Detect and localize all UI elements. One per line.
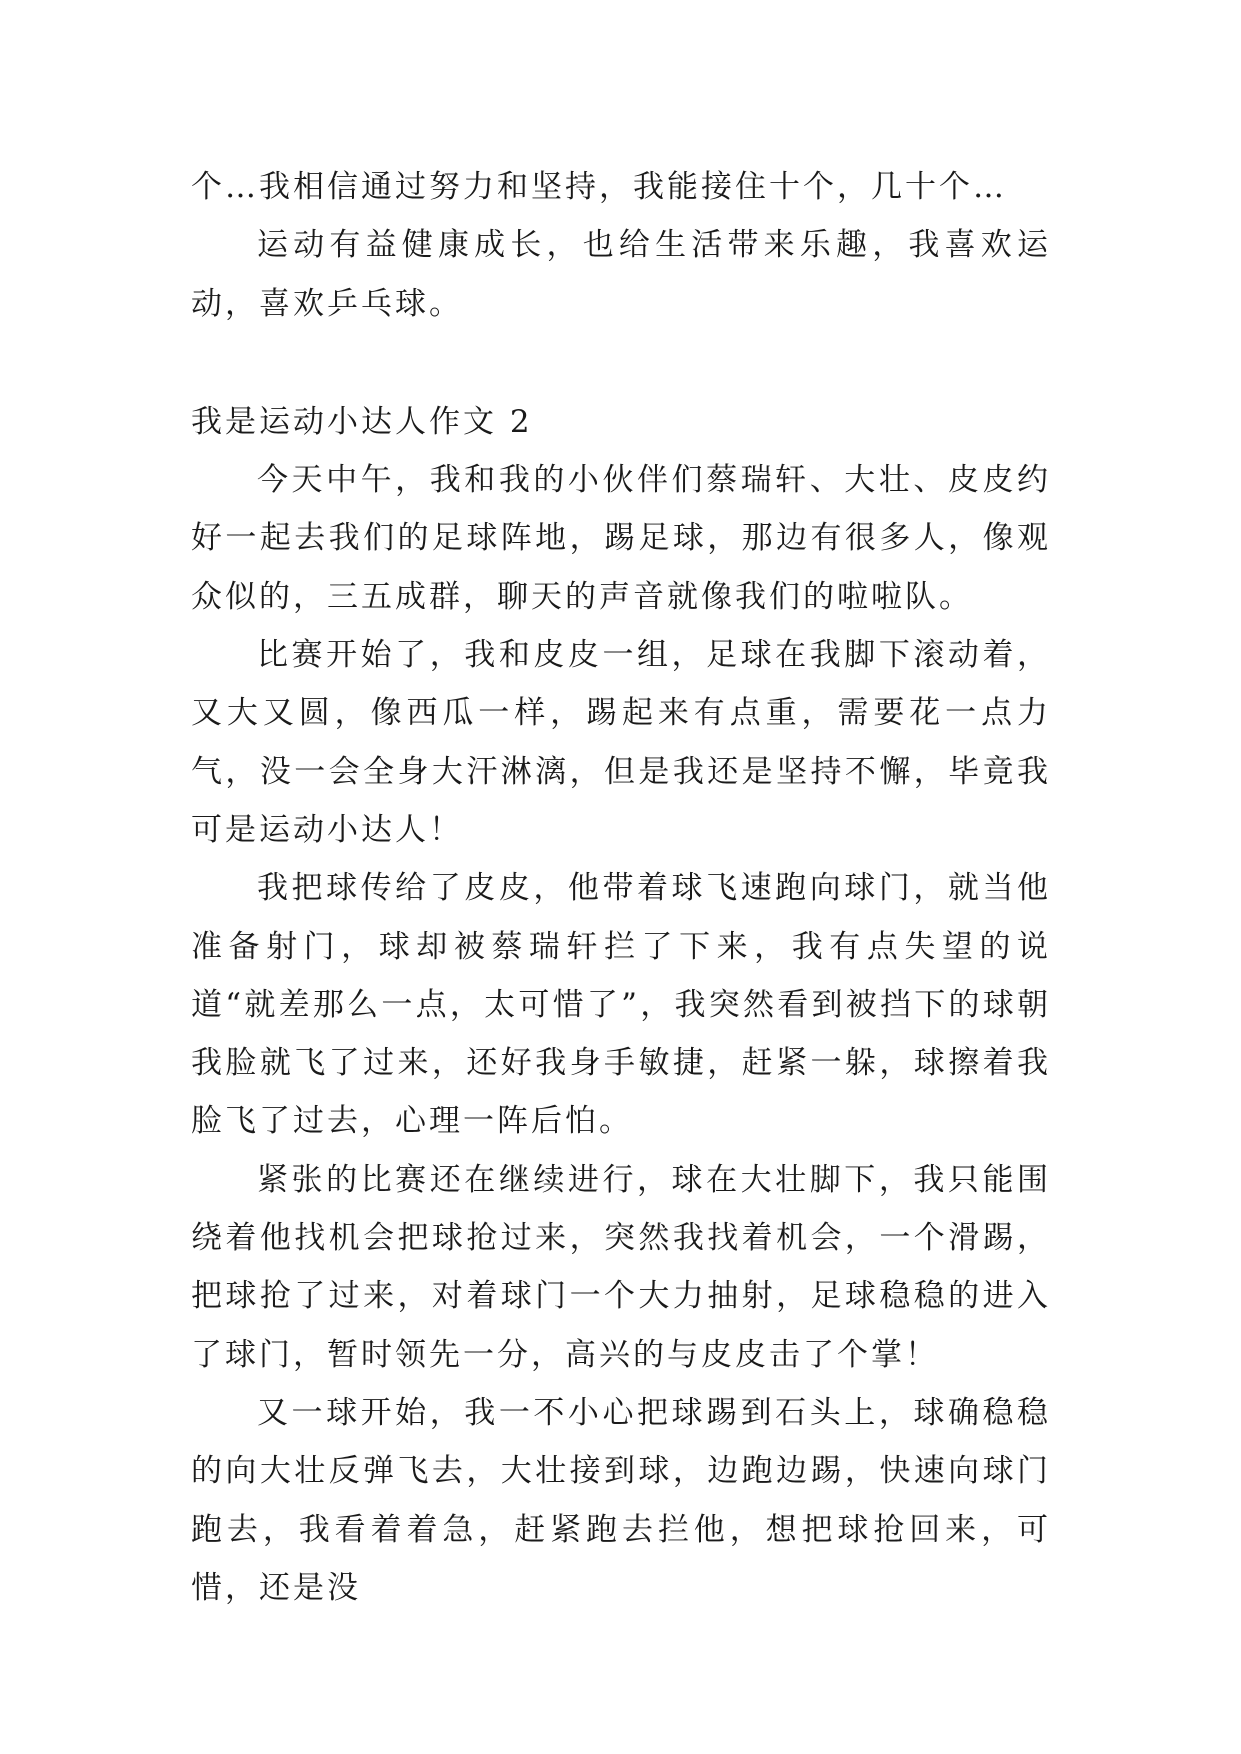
- continued-paragraph: 个…我相信通过努力和坚持，我能接住十个，几十个…: [191, 169, 1007, 205]
- section-spacer: [191, 333, 1051, 393]
- body-paragraph: 紧张的比赛还在继续进行，球在大壮脚下，我只能围绕着他找机会把球抢过来，突然我找着机会，一个滑踢，把球抢了过来，对着球门一个大力抽射，足球稳稳的进入了球门，暂时领先一分，高兴的与皮皮击了个掌！: [191, 1161, 1051, 1373]
- body-paragraph: 今天中午，我和我的小伙伴们蔡瑞轩、大壮、皮皮约好一起去我们的足球阵地，踢足球，那边有很多人，像观众似的，三五成群，聊天的声音就像我们的啦啦队。: [191, 462, 1051, 615]
- body-paragraph: 又一球开始，我一不小心把球踢到石头上，球确稳稳的向大壮反弹飞去，大壮接到球，边跑边踢，快速向球门跑去，我看着着急，赶紧跑去拦他，想把球抢回来，可惜，还是没: [191, 1394, 1051, 1606]
- document-body: [191, 158, 1051, 1617]
- body-paragraph: 比赛开始了，我和皮皮一组，足球在我脚下滚动着，又大又圆，像西瓜一样，踢起来有点重，需要花一点力气，没一会全身大汗淋漓，但是我还是坚持不懈，毕竟我可是运动小达人！: [191, 637, 1051, 848]
- body-paragraph: 我把球传给了皮皮，他带着球飞速跑向球门，就当他准备射门，球却被蔡瑞轩拦了下来，我有点失望的说道“就差那么一点，太可惜了”，我突然看到被挡下的球朝我脸就飞了过来，还好我身手敏捷，赶紧一躲，球擦着我脸飞了过去，心理一阵后怕。: [191, 870, 1051, 1140]
- closing-paragraph: 运动有益健康成长，也给生活带来乐趣，我喜欢运动，喜欢乒乓球。: [191, 227, 1051, 322]
- essay-title: 我是运动小达人作文 2: [191, 403, 533, 440]
